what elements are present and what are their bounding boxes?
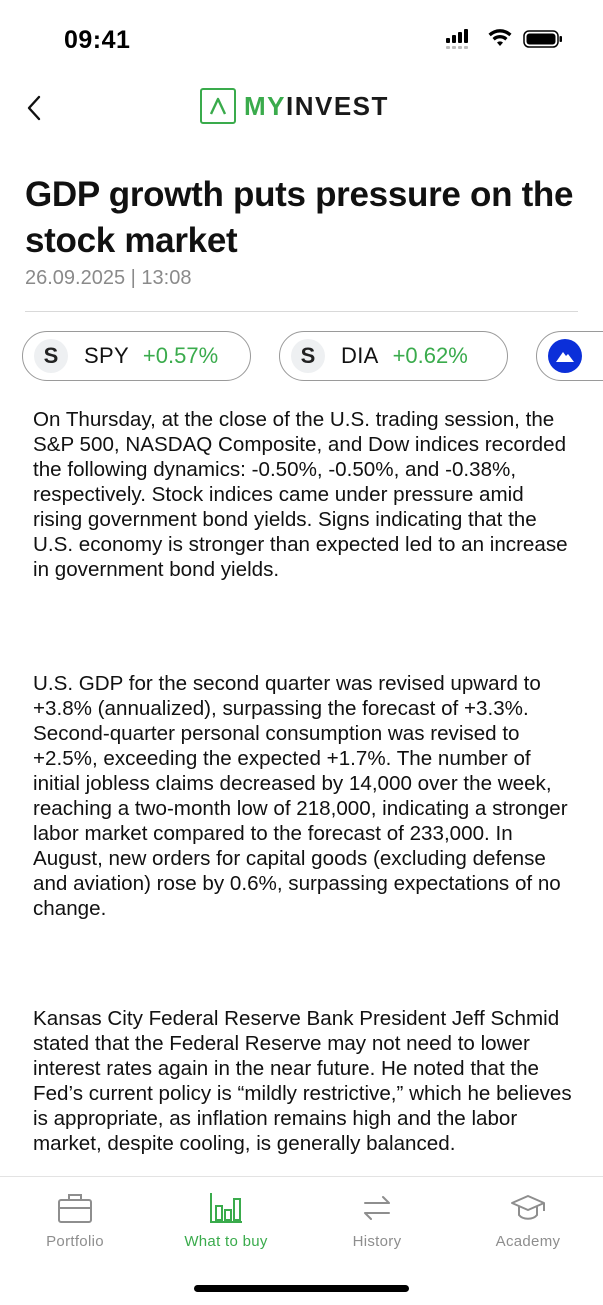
tab-label: Portfolio	[46, 1233, 104, 1250]
article-date: 26.09.2025	[25, 267, 126, 289]
bar-chart-icon	[208, 1191, 244, 1225]
tab-what-to-buy[interactable]	[151, 1191, 301, 1250]
article-meta	[25, 267, 191, 290]
graduation-cap-icon	[510, 1191, 546, 1225]
ticker-chip-dia[interactable]	[279, 331, 508, 381]
meta-separator: |	[125, 267, 142, 289]
article-title: GDP growth puts pressure on the stock market	[25, 175, 574, 260]
tab-academy[interactable]	[453, 1191, 603, 1250]
brand-prefix: MY	[244, 90, 286, 121]
ticker-carousel[interactable]	[22, 331, 603, 383]
cellular-signal-icon	[445, 28, 477, 50]
ticker-symbol: DIA	[341, 343, 379, 368]
tab-history[interactable]	[302, 1191, 452, 1250]
brand-mark-icon	[200, 88, 236, 124]
tab-label: History	[352, 1233, 402, 1250]
brand-logo	[200, 88, 389, 124]
article-paragraph: On Thursday, at the close of the U.S. trading session, the S&P 500, NASDAQ Composite, and Dow indices recorded the following dynamics: -0.50%, -0.50%, and -0.38%, respectively. Stock indices came under pressure amid rising government bond yields. Signs indicating that the U.S. economy is stronger than expected led to an increase in government bond yields.	[33, 408, 568, 581]
back-button[interactable]	[18, 88, 50, 128]
chevron-left-icon	[25, 94, 43, 122]
mountain-logo-icon	[548, 339, 582, 373]
ticker-logo-icon: S	[291, 339, 325, 373]
ticker-logo-icon: S	[34, 339, 68, 373]
status-time: 09:41	[64, 26, 131, 54]
divider	[25, 311, 578, 312]
article-time: 13:08	[141, 267, 192, 289]
home-indicator[interactable]	[194, 1285, 409, 1292]
status-icons	[445, 28, 563, 50]
ticker-symbol: SPY	[84, 343, 129, 368]
article-paragraph: U.S. GDP for the second quarter was revised upward to +3.8% (annualized), surpassing the forecast of +3.3%. Second-quarter personal consumption was revised to +2.5%, exceeding the expected +1.7%. The number of initial jobless claims decreased by 14,000 over the week, reaching a two-month low of 218,000, indicating a stronger labor market compared to the forecast of 233,000. In August, new orders for capital goods (excluding defense and aviation) rose by 0.6%, surpassing expectations of no change.	[33, 672, 568, 920]
nav-header	[0, 80, 603, 136]
ticker-change: +0.62%	[392, 343, 468, 368]
tab-label: What to buy	[184, 1233, 268, 1250]
brand-name	[244, 91, 389, 122]
tab-portfolio[interactable]	[0, 1191, 150, 1250]
transfer-arrows-icon	[359, 1191, 395, 1225]
ticker-chip-spy[interactable]	[22, 331, 251, 381]
ticker-change: +0.57%	[142, 343, 219, 368]
tab-label: Academy	[495, 1233, 561, 1250]
status-bar	[0, 0, 603, 80]
ticker-chip-partial[interactable]	[536, 331, 603, 381]
article-paragraph: Kansas City Federal Reserve Bank President Jeff Schmid stated that the Federal Reserve may not need to lower interest rates again in the near future. He noted that the Fed’s current policy is “mildly restrictive,” which he believes is appropriate, as inflation remains high and the labor market, despite cooling, is generally balanced.	[33, 1007, 572, 1155]
brand-suffix: INVEST	[286, 90, 389, 121]
battery-icon	[523, 29, 563, 49]
wifi-icon	[487, 29, 513, 49]
briefcase-icon	[57, 1191, 93, 1225]
